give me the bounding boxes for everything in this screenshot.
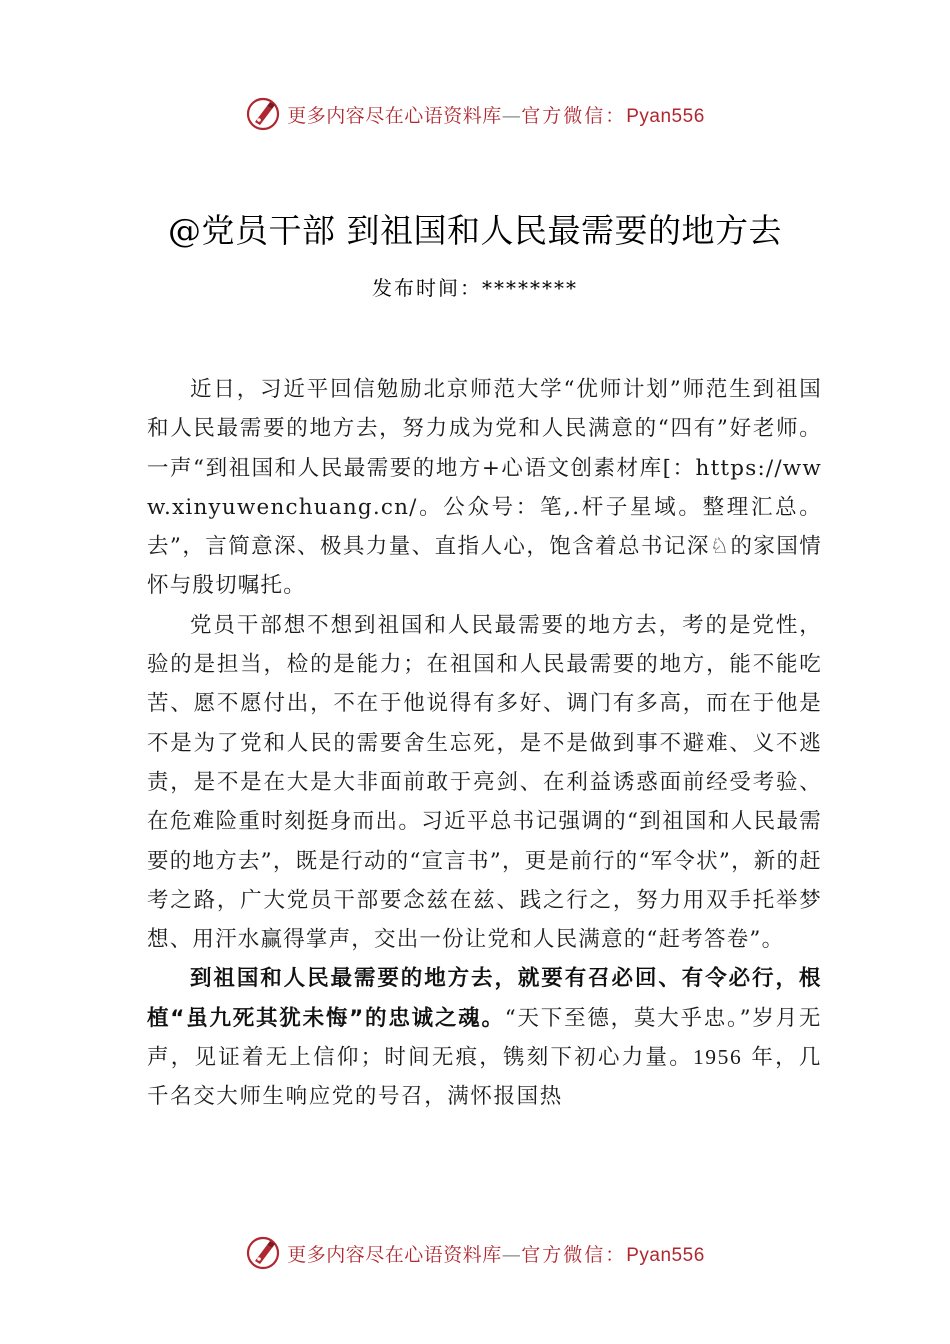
banner-text xyxy=(287,1240,705,1267)
banner-dash: — xyxy=(501,1243,522,1266)
banner-wechat-id: Pyan556 xyxy=(626,1244,705,1266)
paragraph-3 xyxy=(147,959,822,1116)
page-title: @党员干部 到祖国和人民最需要的地方去 xyxy=(168,211,782,250)
header-banner xyxy=(0,94,950,134)
paragraph-3-bold-lead: 到祖国和人民最需要的地方去，就要有召必回、有令必行，根植“虽九死其犹未悔”的忠诚之魂。 xyxy=(147,966,822,1031)
banner-wechat-id: Pyan556 xyxy=(626,105,705,127)
paragraph-1: 近日，习近平回信勉励北京师范大学“优师计划”师范生到祖国和人民最需要的地方去，努力成为党和人民满意的“四有”好老师。一声“到祖国和人民最需要的地方+心语文创素材库[：https://www.xinyuwenchuang.cn/。公众号：笔,.杆子星域。整理汇总。去”，言简意深、极具力量、直指人心，饱含着总书记深♘的家国情怀与殷切嘱托。 xyxy=(147,377,822,599)
banner-brand: 更多内容尽在心语资料库 xyxy=(287,1243,502,1266)
publish-time: 发布时间：******** xyxy=(372,276,578,300)
pen-nib-logo-icon xyxy=(245,96,281,132)
banner-wechat-label: 官方微信： xyxy=(521,104,627,127)
banner-dash: — xyxy=(501,104,522,127)
paragraph-2: 党员干部想不想到祖国和人民最需要的地方去，考的是党性，验的是担当，检的是能力；在祖国和人民最需要的地方，能不能吃苦、愿不愿付出，不在于他说得有多好、调门有多高，而在于他是不是为了党和人民的需要舍生忘死，是不是做到事不避难、义不逃责，是不是在大是大非面前敢于亮剑、在利益诱惑面前经受考验、在危难险重时刻挺身而出。习近平总书记强调的“到祖国和人民最需要的地方去”，既是行动的“宣言书”，更是前行的“军令状”，新的赶考之路，广大党员干部要念兹在兹、践之行之，努力用双手托举梦想、用汗水赢得掌声，交出一份让党和人民满意的“赶考答卷”。 xyxy=(147,612,822,953)
banner-text xyxy=(287,101,705,128)
paragraph-3-year: 1956 xyxy=(692,1045,743,1070)
footer-banner xyxy=(0,1233,950,1273)
article-body xyxy=(147,370,822,1117)
pen-nib-logo-icon xyxy=(245,1235,281,1271)
banner-wechat-label: 官方微信： xyxy=(521,1243,627,1266)
paragraph-3-tail: 年，几千名交大师生响应党的号召，满怀报国热 xyxy=(147,1045,822,1110)
paragraph-3-text: “天下至德，莫大乎忠。”岁月无声，见证着无上信仰；时间无痕，镌刻下初心力量。 xyxy=(147,1005,822,1071)
banner-brand: 更多内容尽在心语资料库 xyxy=(287,104,502,127)
